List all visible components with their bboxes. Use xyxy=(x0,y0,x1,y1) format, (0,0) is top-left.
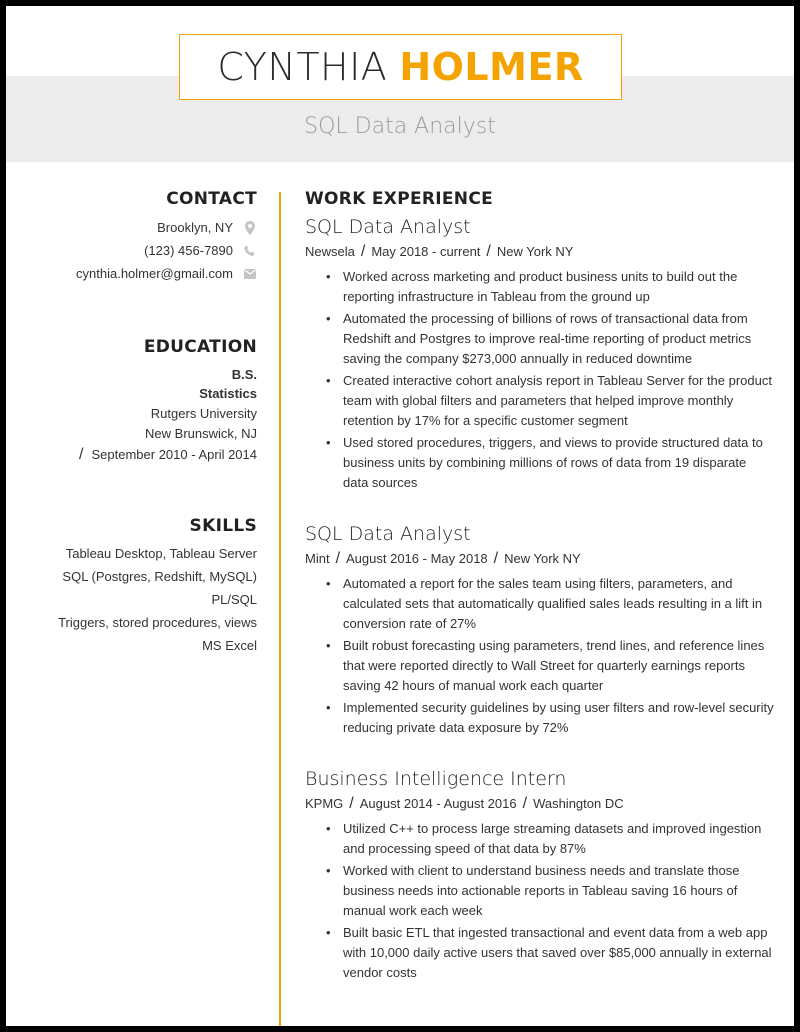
job-meta xyxy=(305,795,775,817)
envelope-icon xyxy=(243,267,257,281)
contact-phone xyxy=(144,243,257,258)
job-location: New York NY xyxy=(504,551,581,566)
bullet-item: • Automated the processing of billions of rows of transactional data from Redshift and Postgres to improve real-time reporting of product metrics saving the company $273,000 annually in reduced downtime xyxy=(305,309,775,369)
education-dates: September 2010 - April 2014 xyxy=(91,447,257,462)
job-bullets xyxy=(305,267,775,493)
school-name: Rutgers University xyxy=(150,406,257,421)
job-entry xyxy=(305,768,775,985)
company: Newsela xyxy=(305,244,355,259)
last-name: HOLMER xyxy=(399,45,584,89)
job-bullets xyxy=(305,574,775,738)
name-box xyxy=(179,34,622,100)
meta-separator: / xyxy=(360,243,366,260)
bullet-item: • Implemented security guidelines by using user filters and row-level security reducing private data exposure by 72% xyxy=(305,698,775,738)
bullet-item: • Worked with client to understand business needs and translate those business needs into actionable reports in Tableau saving 16 hours of manual work each week xyxy=(305,861,775,921)
meta-separator: / xyxy=(493,550,499,567)
meta-separator: / xyxy=(486,243,491,260)
bullet-item: • Automated a report for the sales team using filters, parameters, and calculated sets that automatically qualified sales leads resulting in a lift in conversion rate of 27% xyxy=(305,574,775,634)
job-bullets xyxy=(305,819,775,983)
column-divider xyxy=(279,192,281,1026)
meta-separator: / xyxy=(349,795,354,812)
bullet-item: • Used stored procedures, triggers, and views to provide structured data to business units by combining millions of rows of data from 19 disparate data sources xyxy=(305,433,775,493)
skills-heading: SKILLS xyxy=(189,516,257,536)
bullet-item: • Utilized C++ to process large streaming datasets and improved ingestion and processing speed of that data by 87% xyxy=(305,819,775,859)
email-text: cynthia.holmer@gmail.com xyxy=(76,266,233,281)
contact-location xyxy=(157,220,257,235)
map-pin-icon xyxy=(243,221,257,235)
job-dates: May 2018 - current xyxy=(371,244,481,259)
bullet-item: • Built robust forecasting using parameters, trend lines, and reference lines that were reported directly to Wall Street for quarterly earnings reports saving 42 hours of manual work each quarter xyxy=(305,636,775,696)
skill-item: Tableau Desktop, Tableau Server xyxy=(65,546,257,561)
location-text: Brooklyn, NY xyxy=(157,220,233,235)
job-title: SQL Data Analyst xyxy=(304,114,496,139)
job-dates: August 2014 - August 2016 xyxy=(359,796,517,811)
education-dates-row xyxy=(79,446,257,464)
job-entry xyxy=(305,216,775,495)
bullet-item: • Created interactive cohort analysis report in Tableau Server for the product team with global filters and parameters that helped improve monthly retention by 17% for a specific customer segment xyxy=(305,371,775,431)
skill-item: PL/SQL xyxy=(211,592,257,607)
phone-icon xyxy=(243,244,257,258)
job-entry xyxy=(305,523,775,740)
degree: B.S. xyxy=(231,367,257,382)
company: Mint xyxy=(305,551,330,566)
education-heading: EDUCATION xyxy=(143,337,257,357)
phone-text: (123) 456-7890 xyxy=(144,243,233,258)
education-separator: / xyxy=(79,446,84,463)
job-location: New York NY xyxy=(496,244,574,259)
resume-page xyxy=(6,6,794,1026)
job-meta xyxy=(305,550,775,572)
job-location: Washington DC xyxy=(533,796,624,811)
job-role: Business Intelligence Intern xyxy=(305,768,567,790)
skill-item: MS Excel xyxy=(202,638,257,653)
bullet-item: • Built basic ETL that ingested transactional and event data from a web app with 10,000 daily active users that saved over $85,000 annually in external vendor costs xyxy=(305,923,775,983)
job-role: SQL Data Analyst xyxy=(305,523,471,545)
job-dates: August 2016 - May 2018 xyxy=(346,551,488,566)
meta-separator: / xyxy=(335,550,341,567)
work-experience-heading: WORK EXPERIENCE xyxy=(305,189,494,209)
bullet-item: • Worked across marketing and product business units to build out the reporting infrastructure in Tableau from the ground up xyxy=(305,267,775,307)
contact-email xyxy=(76,266,257,281)
company: KPMG xyxy=(305,796,344,811)
job-meta xyxy=(305,243,775,265)
skill-item: SQL (Postgres, Redshift, MySQL) xyxy=(62,569,257,584)
job-role: SQL Data Analyst xyxy=(305,216,471,238)
meta-separator: / xyxy=(522,795,528,812)
skill-item: Triggers, stored procedures, views xyxy=(58,615,257,630)
contact-heading: CONTACT xyxy=(166,189,257,209)
school-location: New Brunswick, NJ xyxy=(145,426,257,441)
field-of-study: Statistics xyxy=(199,386,257,401)
first-name: CYNTHIA xyxy=(217,45,388,89)
